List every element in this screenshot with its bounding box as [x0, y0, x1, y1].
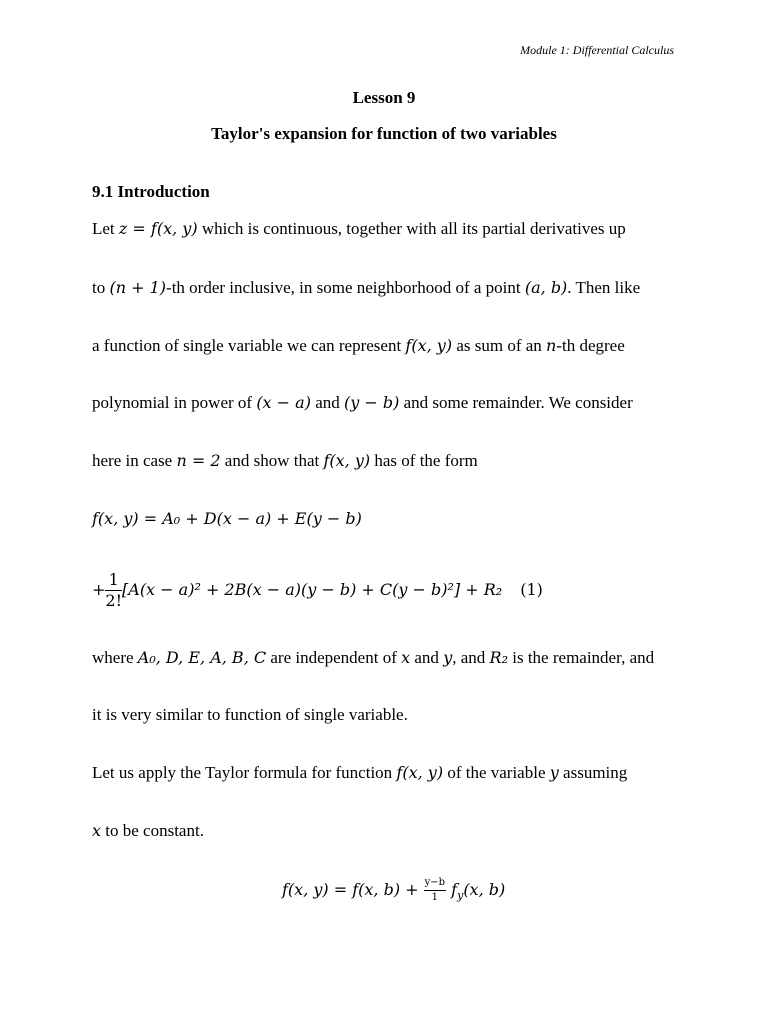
- paragraph-line: Let z = f(x, y) which is continuous, together with all its partial derivatives up: [92, 219, 626, 238]
- math-inline: f(x, y): [396, 763, 444, 782]
- math-inline: R₂: [489, 648, 508, 667]
- section-heading: 9.1 Introduction: [92, 182, 210, 201]
- equation-label: (1): [520, 580, 543, 599]
- paragraph-line: x to be constant.: [92, 821, 204, 840]
- paragraph-line: polynomial in power of (x − a) and (y − b) and some remainder. We consider: [92, 393, 633, 412]
- math-inline: (x − a): [256, 393, 311, 412]
- math-inline: z = f(x, y): [118, 219, 198, 238]
- math-inline: y: [549, 763, 559, 782]
- fraction: $\frac{1}{2!}$: [105, 570, 123, 610]
- math-inline: f(x, y): [405, 336, 453, 355]
- paragraph-line: where A₀, D, E, A, B, C are independent of x and y, and R₂ is the remainder, and: [92, 648, 655, 667]
- paragraph-line: it is very similar to function of single variable.: [92, 705, 408, 724]
- lesson-number: Lesson 9: [352, 88, 416, 107]
- math-inline: (n + 1): [109, 278, 167, 297]
- math-inline: n = 2: [176, 451, 221, 470]
- paragraph-line: Let us apply the Taylor formula for function f(x, y) of the variable y assuming: [92, 763, 628, 782]
- math-inline: y: [443, 648, 453, 667]
- math-inline: x: [92, 821, 102, 840]
- equation-line: + $\frac{1}{2!}$ [A(x − a)² + 2B(x − a)(y − b) + C(y − b)²] + R₂ (1): [92, 570, 543, 610]
- math-inline: (y − b): [343, 393, 400, 412]
- lesson-title: Taylor's expansion for function of two variables: [211, 124, 557, 143]
- paragraph-line: a function of single variable we can represent f(x, y) as sum of an n-th degree: [92, 336, 625, 355]
- math-inline: f(x, y): [323, 451, 371, 470]
- fraction: $\frac{y-b}{1}$: [424, 877, 446, 903]
- math-inline: (a, b): [524, 278, 568, 297]
- running-header: Module 1: Differential Calculus: [520, 43, 674, 57]
- math-inline: n: [546, 336, 557, 355]
- math-inline: A₀, D, E, A, B, C: [137, 648, 267, 667]
- math-inline: x: [401, 648, 411, 667]
- paragraph-line: to (n + 1)-th order inclusive, in some neighborhood of a point (a, b). Then like: [92, 278, 641, 297]
- paragraph-line: here in case n = 2 and show that f(x, y) has of the form: [92, 451, 478, 470]
- equation-line: f(x, y) = f(x, b) + $\frac{y-b}{1}$ $f_y(x$, b): [282, 877, 506, 903]
- equation-line: f(x, y) = A₀ + D(x − a) + E(y − b): [92, 509, 362, 528]
